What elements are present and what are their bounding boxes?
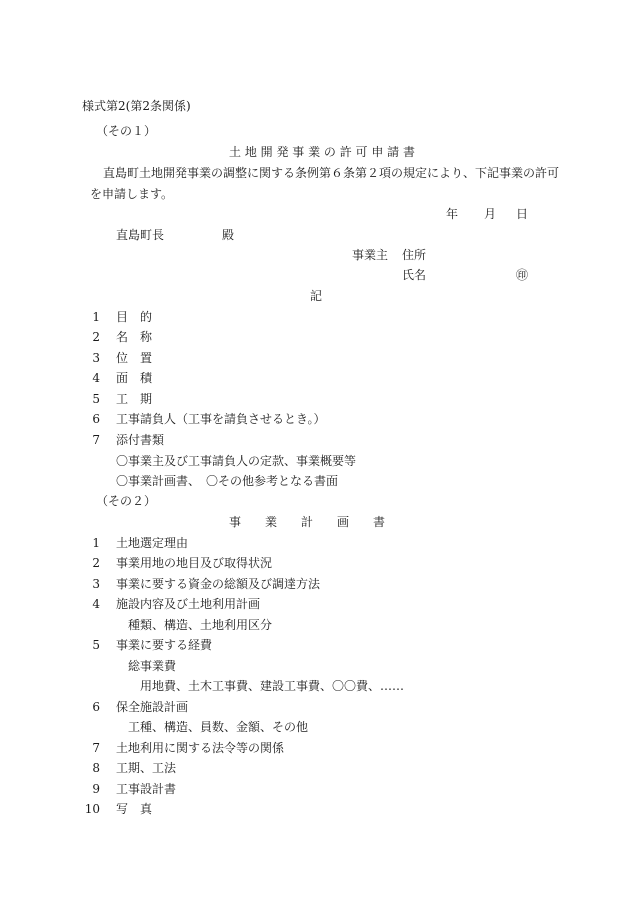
item-label: 事業に要する経費: [116, 638, 213, 652]
item-number: 3: [92, 351, 100, 365]
part2-label: （その２）: [96, 494, 157, 508]
item-label: 工事請負人（工事を請負させるとき。）: [116, 412, 326, 426]
item-label: 面 積: [116, 371, 153, 385]
date-year: 年: [446, 207, 459, 221]
date-month: 月: [484, 207, 497, 221]
item-label: 位 置: [116, 351, 153, 365]
sub-item-4: 種類、構造、土地利用区分: [128, 618, 273, 632]
item-label: 事業に要する資金の総額及び調達方法: [116, 577, 321, 591]
item-label: 土地選定理由: [116, 536, 189, 550]
item-label: 事業用地の地目及び取得状況: [116, 556, 273, 570]
item-label: 名 称: [116, 330, 153, 344]
attachment-line-2: 〇事業計画書、 〇その他参考となる書面: [116, 474, 339, 488]
item-number: 1: [92, 310, 100, 324]
body-line-1: 直島町土地開発事業の調整に関する条例第６条第２項の規定により、下記事業の許可: [103, 166, 560, 180]
item-number: 9: [92, 782, 100, 796]
sub-item-5a: 総事業費: [128, 659, 177, 673]
item-label: 保全施設計画: [116, 700, 189, 714]
date-day: 日: [516, 207, 529, 221]
item-number: 1: [92, 536, 100, 550]
sub-item-6: 工種、構造、員数、金額、その他: [128, 720, 309, 734]
honorific: 殿: [222, 228, 235, 242]
attachment-line-1: 〇事業主及び工事請負人の定款、事業概要等: [116, 454, 357, 468]
name-label: 氏名: [402, 268, 427, 282]
item-label: 工 期: [116, 392, 153, 406]
item-number: 6: [92, 412, 100, 426]
item-number: 4: [92, 597, 100, 611]
item-number: 5: [92, 392, 100, 406]
item-number: 6: [92, 700, 100, 714]
sub-item-5b: 用地費、土木工事費、建設工事費、〇〇費、……: [140, 679, 405, 693]
body-line-2: を申請します。: [90, 187, 174, 201]
item-number: 10: [84, 802, 100, 816]
item-number: 2: [92, 556, 100, 570]
addressee: 直島町長: [116, 228, 165, 242]
part1-label: （その１）: [96, 124, 157, 138]
ki-heading: 記: [310, 289, 323, 303]
item-number: 5: [92, 638, 100, 652]
form-label: 様式第2(第2条関係): [82, 99, 191, 113]
plan-title: 事 業 計 画 書: [229, 515, 386, 529]
item-label: 工期、工法: [116, 761, 177, 775]
item-number: 4: [92, 371, 100, 385]
item-label: 写 真: [116, 802, 153, 816]
item-label: 添付書類: [116, 433, 165, 447]
application-title: 土 地 開 発 事 業 の 許 可 申 請 書: [229, 145, 415, 159]
seal-mark: ㊞: [516, 268, 529, 282]
address-label: 住所: [402, 248, 427, 262]
item-number: 2: [92, 330, 100, 344]
item-number: 3: [92, 577, 100, 591]
item-number: 8: [92, 761, 100, 775]
item-label: 土地利用に関する法令等の関係: [116, 741, 285, 755]
item-number: 7: [92, 433, 100, 447]
item-label: 施設内容及び土地利用計画: [116, 597, 261, 611]
applicant-label: 事業主: [352, 248, 389, 262]
item-number: 7: [92, 741, 100, 755]
item-label: 工事設計書: [116, 782, 177, 796]
item-label: 目 的: [116, 310, 153, 324]
